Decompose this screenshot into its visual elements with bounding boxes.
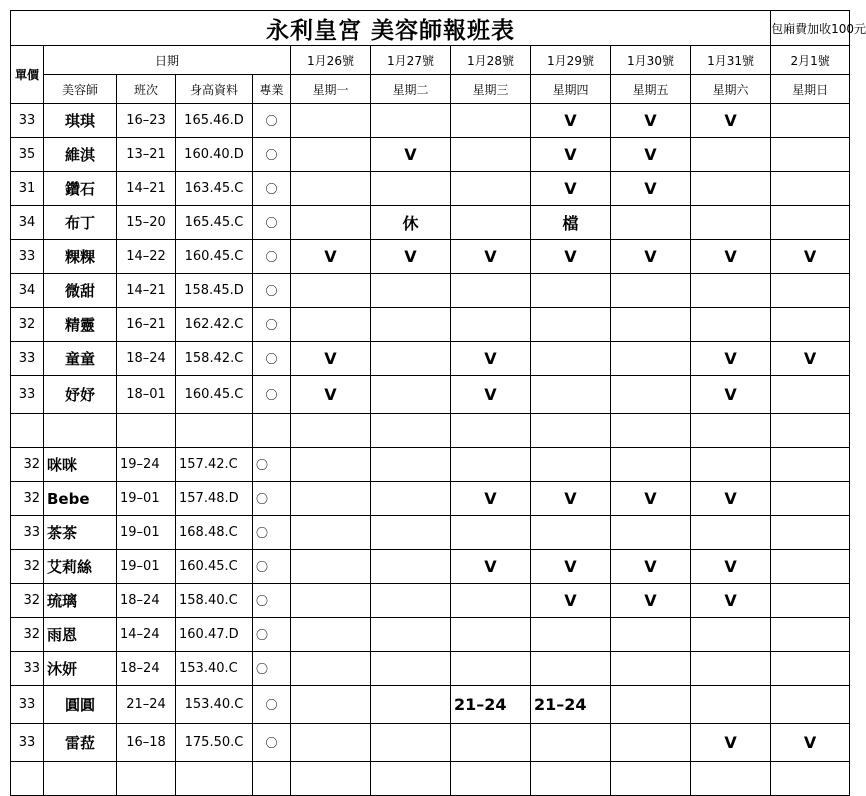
- day-cell: V: [451, 550, 531, 584]
- day-cell: V: [771, 342, 850, 376]
- header-date: 日期: [44, 46, 291, 75]
- day-cell: [611, 206, 691, 240]
- day-cell: [451, 584, 531, 618]
- date-header: 1月28號: [451, 46, 531, 75]
- day-cell: [691, 206, 771, 240]
- table-row: [11, 550, 850, 584]
- price-cell: 34: [11, 274, 44, 308]
- price-cell: 33: [11, 686, 44, 724]
- stylist-name: 鑽石: [44, 172, 117, 206]
- day-cell: [771, 172, 850, 206]
- date-header: 1月30號: [611, 46, 691, 75]
- day-cell: V: [691, 584, 771, 618]
- day-cell: [691, 138, 771, 172]
- shift-cell: 18–24: [117, 584, 176, 618]
- day-cell: V: [611, 550, 691, 584]
- day-cell: [611, 762, 691, 796]
- day-cell: [371, 274, 451, 308]
- day-cell: [771, 686, 850, 724]
- table-row: [11, 686, 850, 724]
- price-cell: 32: [11, 448, 44, 482]
- shift-cell: 19–24: [117, 448, 176, 482]
- profile-cell: 163.45.C: [176, 172, 253, 206]
- date-header: 1月29號: [531, 46, 611, 75]
- day-cell: [451, 104, 531, 138]
- day-cell: [611, 308, 691, 342]
- specialty-cell: 〇: [253, 584, 291, 618]
- day-cell: [771, 376, 850, 414]
- table-row: [11, 240, 850, 274]
- header-price: 單價: [11, 46, 44, 104]
- header-shift: 班次: [117, 75, 176, 104]
- profile-cell: 157.42.C: [176, 448, 253, 482]
- day-cell: [451, 138, 531, 172]
- day-cell: V: [771, 240, 850, 274]
- shift-cell: 18–24: [117, 652, 176, 686]
- day-cell: V: [531, 550, 611, 584]
- day-cell: [291, 516, 371, 550]
- day-cell: [531, 724, 611, 762]
- day-cell: [611, 724, 691, 762]
- profile-cell: 160.45.C: [176, 376, 253, 414]
- profile-cell: 157.48.D: [176, 482, 253, 516]
- profile-cell: [176, 414, 253, 448]
- shift-cell: 19–01: [117, 516, 176, 550]
- table-row: [11, 516, 850, 550]
- day-cell: [691, 516, 771, 550]
- day-cell: [771, 414, 850, 448]
- shift-cell: 14–21: [117, 172, 176, 206]
- day-cell: V: [451, 482, 531, 516]
- shift-cell: 18–01: [117, 376, 176, 414]
- stylist-name: [44, 762, 117, 796]
- date-header: 1月26號: [291, 46, 371, 75]
- stylist-name: [44, 414, 117, 448]
- day-cell: V: [691, 482, 771, 516]
- date-header: 1月27號: [371, 46, 451, 75]
- specialty-cell: 〇: [253, 206, 291, 240]
- day-cell: [451, 448, 531, 482]
- profile-cell: 162.42.C: [176, 308, 253, 342]
- specialty-cell: [253, 414, 291, 448]
- day-cell: V: [771, 724, 850, 762]
- table-row: [11, 448, 850, 482]
- price-cell: 33: [11, 104, 44, 138]
- day-cell: [771, 516, 850, 550]
- shift-cell: 14–22: [117, 240, 176, 274]
- day-cell: [371, 342, 451, 376]
- shift-cell: 16–21: [117, 308, 176, 342]
- weekday-header: 星期五: [611, 75, 691, 104]
- specialty-cell: 〇: [253, 482, 291, 516]
- day-cell: [371, 448, 451, 482]
- day-cell: [291, 308, 371, 342]
- day-cell: [531, 376, 611, 414]
- weekday-header: 星期二: [371, 75, 451, 104]
- specialty-cell: 〇: [253, 516, 291, 550]
- day-cell: V: [691, 342, 771, 376]
- schedule-sheet: [10, 10, 866, 796]
- day-cell: V: [531, 240, 611, 274]
- day-cell: V: [691, 376, 771, 414]
- day-cell: [771, 138, 850, 172]
- price-cell: 31: [11, 172, 44, 206]
- shift-cell: 15–20: [117, 206, 176, 240]
- shift-cell: 21–24: [117, 686, 176, 724]
- specialty-cell: 〇: [253, 240, 291, 274]
- price-cell: 33: [11, 652, 44, 686]
- day-cell: V: [691, 240, 771, 274]
- price-cell: 33: [11, 724, 44, 762]
- specialty-cell: 〇: [253, 376, 291, 414]
- table-row: [11, 172, 850, 206]
- price-cell: 32: [11, 308, 44, 342]
- table-row: [11, 308, 850, 342]
- day-cell: [451, 652, 531, 686]
- shift-cell: 16–18: [117, 724, 176, 762]
- day-cell: [371, 482, 451, 516]
- day-cell: [691, 618, 771, 652]
- stylist-name: Bebe: [44, 482, 117, 516]
- price-cell: 33: [11, 516, 44, 550]
- price-cell: 32: [11, 550, 44, 584]
- price-cell: 32: [11, 618, 44, 652]
- day-cell: [611, 686, 691, 724]
- profile-cell: 165.45.C: [176, 206, 253, 240]
- stylist-name: 雷菈: [44, 724, 117, 762]
- day-cell: V: [691, 550, 771, 584]
- day-cell: [691, 414, 771, 448]
- specialty-cell: 〇: [253, 138, 291, 172]
- profile-cell: 153.40.C: [176, 686, 253, 724]
- stylist-name: 琪琪: [44, 104, 117, 138]
- day-cell: [371, 762, 451, 796]
- profile-cell: 158.42.C: [176, 342, 253, 376]
- specialty-cell: 〇: [253, 448, 291, 482]
- day-cell: V: [291, 376, 371, 414]
- day-cell: [611, 618, 691, 652]
- day-cell: [611, 274, 691, 308]
- specialty-cell: 〇: [253, 104, 291, 138]
- header-profile: 身高資料: [176, 75, 253, 104]
- day-cell: [451, 516, 531, 550]
- day-cell: V: [451, 240, 531, 274]
- day-cell: [771, 482, 850, 516]
- day-cell: [451, 308, 531, 342]
- shift-cell: [117, 414, 176, 448]
- day-cell: V: [291, 342, 371, 376]
- day-cell: [291, 762, 371, 796]
- day-cell: [371, 308, 451, 342]
- day-cell: [291, 686, 371, 724]
- header-stylist: 美容師: [44, 75, 117, 104]
- profile-cell: [176, 762, 253, 796]
- price-cell: [11, 414, 44, 448]
- profile-cell: 160.45.C: [176, 240, 253, 274]
- day-cell: [451, 414, 531, 448]
- stylist-name: 艾莉絲: [44, 550, 117, 584]
- day-cell: V: [611, 240, 691, 274]
- weekday-header: 星期一: [291, 75, 371, 104]
- shift-cell: 19–01: [117, 482, 176, 516]
- day-cell: [771, 762, 850, 796]
- shift-cell: 14–24: [117, 618, 176, 652]
- day-cell: [771, 584, 850, 618]
- price-cell: 33: [11, 342, 44, 376]
- table-row: [11, 652, 850, 686]
- shift-cell: [117, 762, 176, 796]
- day-cell: [691, 172, 771, 206]
- profile-cell: 160.47.D: [176, 618, 253, 652]
- stylist-name: 雨恩: [44, 618, 117, 652]
- day-cell: [451, 274, 531, 308]
- stylist-name: 琉璃: [44, 584, 117, 618]
- profile-cell: 165.46.D: [176, 104, 253, 138]
- table-row: [11, 138, 850, 172]
- price-cell: 33: [11, 240, 44, 274]
- specialty-cell: 〇: [253, 274, 291, 308]
- day-cell: V: [611, 172, 691, 206]
- price-cell: 34: [11, 206, 44, 240]
- day-cell: [611, 414, 691, 448]
- day-cell: [371, 584, 451, 618]
- weekday-header: 星期四: [531, 75, 611, 104]
- day-cell: [291, 172, 371, 206]
- day-cell: [771, 550, 850, 584]
- day-cell: [291, 618, 371, 652]
- day-cell: [291, 274, 371, 308]
- day-cell: [531, 618, 611, 652]
- table-row: [11, 482, 850, 516]
- table-row: [11, 414, 850, 448]
- day-cell: [291, 584, 371, 618]
- day-cell: V: [611, 482, 691, 516]
- day-cell: [291, 448, 371, 482]
- day-cell: [531, 342, 611, 376]
- table-row: [11, 206, 850, 240]
- day-cell: [371, 516, 451, 550]
- day-cell: [771, 618, 850, 652]
- day-cell: [291, 482, 371, 516]
- day-cell: [371, 652, 451, 686]
- stylist-name: 童童: [44, 342, 117, 376]
- stylist-name: 沐妍: [44, 652, 117, 686]
- day-cell: V: [611, 138, 691, 172]
- day-cell: [771, 206, 850, 240]
- table-row: [11, 724, 850, 762]
- day-cell: [531, 448, 611, 482]
- day-cell: [771, 308, 850, 342]
- shift-cell: 13–21: [117, 138, 176, 172]
- shift-cell: 16–23: [117, 104, 176, 138]
- profile-cell: 158.40.C: [176, 584, 253, 618]
- day-cell: V: [451, 342, 531, 376]
- day-cell: V: [531, 584, 611, 618]
- fee-note: 包廂費加收100元: [771, 11, 850, 46]
- day-cell: [771, 104, 850, 138]
- schedule-table: [10, 10, 866, 796]
- sheet-title: 永利皇宮 美容師報班表: [11, 11, 771, 46]
- day-cell: V: [611, 104, 691, 138]
- table-row: [11, 762, 850, 796]
- day-cell: 檔: [531, 206, 611, 240]
- day-cell: [371, 376, 451, 414]
- specialty-cell: 〇: [253, 172, 291, 206]
- day-cell: [371, 414, 451, 448]
- stylist-name: 妤妤: [44, 376, 117, 414]
- table-row: [11, 618, 850, 652]
- table-row: [11, 274, 850, 308]
- profile-cell: 160.40.D: [176, 138, 253, 172]
- day-cell: [531, 274, 611, 308]
- specialty-cell: 〇: [253, 724, 291, 762]
- stylist-name: 精靈: [44, 308, 117, 342]
- table-row: [11, 376, 850, 414]
- day-cell: [691, 274, 771, 308]
- price-cell: 32: [11, 482, 44, 516]
- day-cell: [291, 652, 371, 686]
- day-cell: [691, 448, 771, 482]
- stylist-name: 微甜: [44, 274, 117, 308]
- day-cell: [291, 414, 371, 448]
- weekday-header: 星期三: [451, 75, 531, 104]
- day-cell: [691, 308, 771, 342]
- day-cell: [691, 652, 771, 686]
- day-cell: [371, 724, 451, 762]
- specialty-cell: 〇: [253, 550, 291, 584]
- day-cell: 21–24: [451, 686, 531, 724]
- day-cell: [771, 274, 850, 308]
- price-cell: 33: [11, 376, 44, 414]
- day-cell: 休: [371, 206, 451, 240]
- date-header: 2月1號: [771, 46, 850, 75]
- day-cell: [371, 104, 451, 138]
- day-cell: [531, 516, 611, 550]
- day-cell: 21–24: [531, 686, 611, 724]
- day-cell: [771, 652, 850, 686]
- specialty-cell: [253, 762, 291, 796]
- day-cell: V: [531, 482, 611, 516]
- profile-cell: 158.45.D: [176, 274, 253, 308]
- day-cell: [691, 686, 771, 724]
- table-row: [11, 342, 850, 376]
- header-specialty: 專業: [253, 75, 291, 104]
- day-cell: [611, 516, 691, 550]
- price-cell: [11, 762, 44, 796]
- stylist-name: 粿粿: [44, 240, 117, 274]
- price-cell: 35: [11, 138, 44, 172]
- day-cell: [611, 652, 691, 686]
- day-cell: V: [531, 138, 611, 172]
- day-cell: [611, 448, 691, 482]
- shift-cell: 18–24: [117, 342, 176, 376]
- stylist-name: 茶茶: [44, 516, 117, 550]
- day-cell: [371, 686, 451, 724]
- weekday-header: 星期六: [691, 75, 771, 104]
- table-row: [11, 584, 850, 618]
- profile-cell: 160.45.C: [176, 550, 253, 584]
- day-cell: [291, 138, 371, 172]
- profile-cell: 168.48.C: [176, 516, 253, 550]
- day-cell: V: [451, 376, 531, 414]
- day-cell: V: [371, 138, 451, 172]
- day-cell: [371, 550, 451, 584]
- day-cell: V: [371, 240, 451, 274]
- day-cell: [771, 448, 850, 482]
- day-cell: [371, 618, 451, 652]
- day-cell: [451, 724, 531, 762]
- day-cell: [451, 172, 531, 206]
- day-cell: [611, 376, 691, 414]
- shift-cell: 19–01: [117, 550, 176, 584]
- specialty-cell: 〇: [253, 652, 291, 686]
- day-cell: [371, 172, 451, 206]
- price-cell: 32: [11, 584, 44, 618]
- weekday-header: 星期日: [771, 75, 850, 104]
- stylist-name: 圓圓: [44, 686, 117, 724]
- day-cell: V: [691, 104, 771, 138]
- day-cell: [531, 308, 611, 342]
- specialty-cell: 〇: [253, 618, 291, 652]
- day-cell: V: [691, 724, 771, 762]
- date-header: 1月31號: [691, 46, 771, 75]
- day-cell: [531, 652, 611, 686]
- profile-cell: 175.50.C: [176, 724, 253, 762]
- day-cell: [291, 724, 371, 762]
- day-cell: [451, 618, 531, 652]
- day-cell: [451, 206, 531, 240]
- day-cell: V: [291, 240, 371, 274]
- table-row: [11, 104, 850, 138]
- stylist-name: 維淇: [44, 138, 117, 172]
- day-cell: [531, 762, 611, 796]
- day-cell: [531, 414, 611, 448]
- day-cell: [291, 550, 371, 584]
- profile-cell: 153.40.C: [176, 652, 253, 686]
- day-cell: [291, 104, 371, 138]
- shift-cell: 14–21: [117, 274, 176, 308]
- specialty-cell: 〇: [253, 342, 291, 376]
- day-cell: V: [531, 104, 611, 138]
- day-cell: V: [531, 172, 611, 206]
- specialty-cell: 〇: [253, 308, 291, 342]
- day-cell: [611, 342, 691, 376]
- day-cell: [291, 206, 371, 240]
- stylist-name: 咪咪: [44, 448, 117, 482]
- specialty-cell: 〇: [253, 686, 291, 724]
- day-cell: [451, 762, 531, 796]
- stylist-name: 布丁: [44, 206, 117, 240]
- day-cell: V: [611, 584, 691, 618]
- day-cell: [691, 762, 771, 796]
